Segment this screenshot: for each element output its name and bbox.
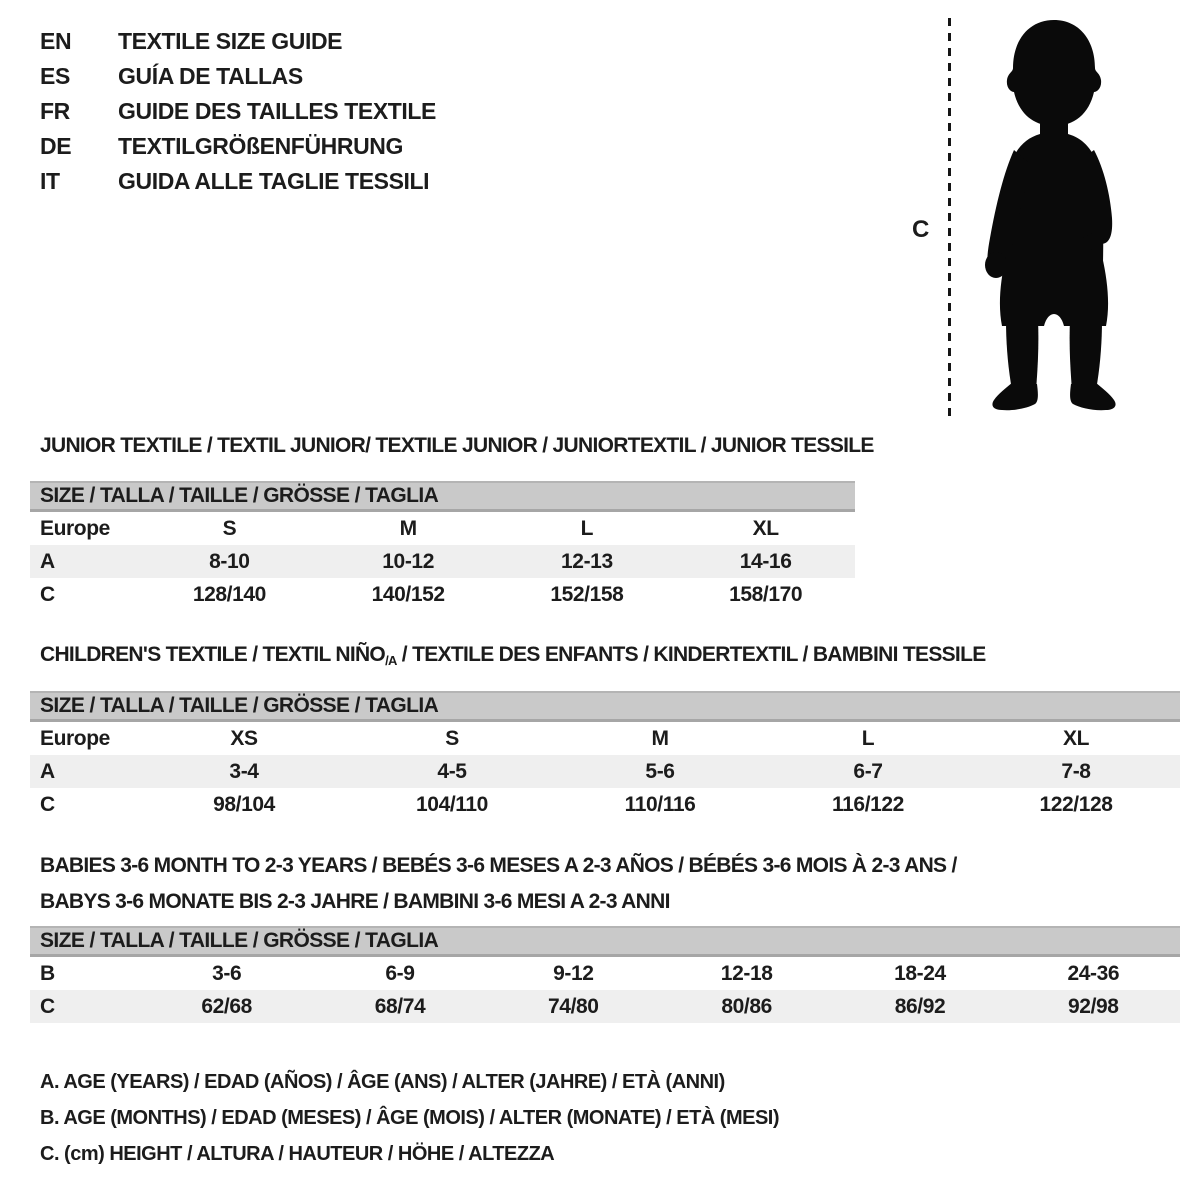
age-cell: 6-9 <box>385 962 415 985</box>
height-cell: 80/86 <box>721 995 772 1018</box>
row-label: C <box>40 793 55 816</box>
size-cell: M <box>651 727 669 750</box>
babies-title-line1: BABIES 3-6 MONTH TO 2-3 YEARS / BEBÉS 3-6 MESES A 2-3 AÑOS / BÉBÉS 3-6 MOIS À 2-3 ANS / <box>40 854 957 877</box>
height-cell: 122/128 <box>1039 793 1113 816</box>
size-cell: M <box>399 517 417 540</box>
table-row <box>30 545 855 578</box>
size-cell: S <box>222 517 237 540</box>
age-cell: 3-4 <box>229 760 259 783</box>
babies-section-title <box>40 848 957 920</box>
children-size-header-row: SIZE / TALLA / TAILLE / GRÖSSE / TAGLIA <box>30 691 1180 722</box>
row-label: Europe <box>40 727 110 750</box>
age-cell: 5-6 <box>645 760 675 783</box>
height-dashed-line <box>948 18 951 416</box>
legend-age-years: A. AGE (YEARS) / EDAD (AÑOS) / ÂGE (ANS) / ALTER (JAHRE) / ETÀ (ANNI) <box>40 1071 725 1093</box>
lang-code-de: DE <box>40 133 72 159</box>
lang-title-de: TEXTILGRÖßENFÜHRUNG <box>118 133 403 159</box>
row-label: C <box>40 583 55 606</box>
lang-code-it: IT <box>40 168 60 194</box>
age-cell: 3-6 <box>212 962 242 985</box>
table-row <box>30 755 1180 788</box>
height-cell: 104/110 <box>416 793 488 816</box>
babies-size-table <box>30 926 1180 1023</box>
babies-title-line2: BABYS 3-6 MONATE BIS 2-3 JAHRE / BAMBINI 3-6 MESI A 2-3 ANNI <box>40 890 670 913</box>
junior-section-title: JUNIOR TEXTILE / TEXTIL JUNIOR/ TEXTILE JUNIOR / JUNIORTEXTIL / JUNIOR TESSILE <box>40 434 874 457</box>
children-title-sub: /A <box>385 653 397 668</box>
lang-row-it <box>40 164 436 199</box>
size-cell: S <box>445 727 459 750</box>
row-label: A <box>40 760 55 783</box>
babies-size-header-row: SIZE / TALLA / TAILLE / GRÖSSE / TAGLIA <box>30 926 1180 957</box>
row-label: Europe <box>40 517 110 540</box>
lang-code-es: ES <box>40 63 70 89</box>
size-cell: L <box>861 727 875 750</box>
size-cell: XL <box>1062 727 1090 750</box>
age-cell: 4-5 <box>437 760 467 783</box>
age-cell: 12-13 <box>561 550 613 573</box>
children-size-table <box>30 691 1180 821</box>
height-cell: 62/68 <box>201 995 252 1018</box>
height-cell: 152/158 <box>550 583 624 606</box>
row-label: A <box>40 550 55 573</box>
height-cell: 116/122 <box>832 793 904 816</box>
row-label: C <box>40 995 55 1018</box>
height-cell: 140/152 <box>371 583 445 606</box>
height-cell: 110/116 <box>624 793 696 816</box>
legend-block <box>40 1064 779 1172</box>
age-cell: 7-8 <box>1061 760 1091 783</box>
age-cell: 6-7 <box>853 760 883 783</box>
lang-title-es: GUÍA DE TALLAS <box>118 63 303 89</box>
age-cell: 12-18 <box>720 962 773 985</box>
language-title-block <box>40 24 436 199</box>
table-row <box>30 722 1180 755</box>
legend-age-months: B. AGE (MONTHS) / EDAD (MESES) / ÂGE (MOIS) / ALTER (MONATE) / ETÀ (MESI) <box>40 1107 780 1129</box>
table-row <box>30 788 1180 821</box>
age-cell: 18-24 <box>894 962 946 985</box>
lang-code-en: EN <box>40 28 72 54</box>
lang-title-en: TEXTILE SIZE GUIDE <box>118 28 343 54</box>
height-cell: 128/140 <box>192 583 266 606</box>
lang-row-de <box>40 129 436 164</box>
age-cell: 10-12 <box>382 550 434 573</box>
size-cell: L <box>580 517 594 540</box>
size-cell: XS <box>230 727 258 750</box>
height-cell: 74/80 <box>548 995 599 1018</box>
age-cell: 24-36 <box>1067 962 1120 985</box>
height-measure-label: C <box>912 216 930 243</box>
height-cell: 86/92 <box>894 995 946 1018</box>
height-cell: 68/74 <box>374 995 426 1018</box>
lang-row-es <box>40 59 436 94</box>
children-title-pre: CHILDREN'S TEXTILE / TEXTIL NIÑO <box>40 643 386 666</box>
lang-row-fr <box>40 94 436 129</box>
table-row <box>30 990 1180 1023</box>
table-row <box>30 578 855 611</box>
toddler-silhouette-icon <box>966 14 1144 420</box>
lang-row-en <box>40 24 436 59</box>
junior-size-header-row: SIZE / TALLA / TAILLE / GRÖSSE / TAGLIA <box>30 481 855 512</box>
age-cell: 9-12 <box>553 962 594 985</box>
children-section-title <box>40 643 986 668</box>
height-cell: 92/98 <box>1068 995 1119 1018</box>
legend-height-cm: C. (cm) HEIGHT / ALTURA / HAUTEUR / HÖHE / ALTEZZA <box>40 1143 555 1165</box>
table-row <box>30 512 855 545</box>
row-label: B <box>40 962 55 985</box>
lang-title-it: GUIDA ALLE TAGLIE TESSILI <box>118 168 430 194</box>
children-title-post: / TEXTILE DES ENFANTS / KINDERTEXTIL / BAMBINI TESSILE <box>396 643 986 666</box>
age-cell: 14-16 <box>739 550 792 573</box>
size-cell: XL <box>752 517 779 540</box>
age-cell: 8-10 <box>209 550 250 573</box>
height-cell: 98/104 <box>213 793 275 816</box>
lang-code-fr: FR <box>40 98 70 124</box>
lang-title-fr: GUIDE DES TAILLES TEXTILE <box>118 98 436 124</box>
height-cell: 158/170 <box>729 583 803 606</box>
junior-size-table <box>30 481 855 611</box>
table-row <box>30 957 1180 990</box>
